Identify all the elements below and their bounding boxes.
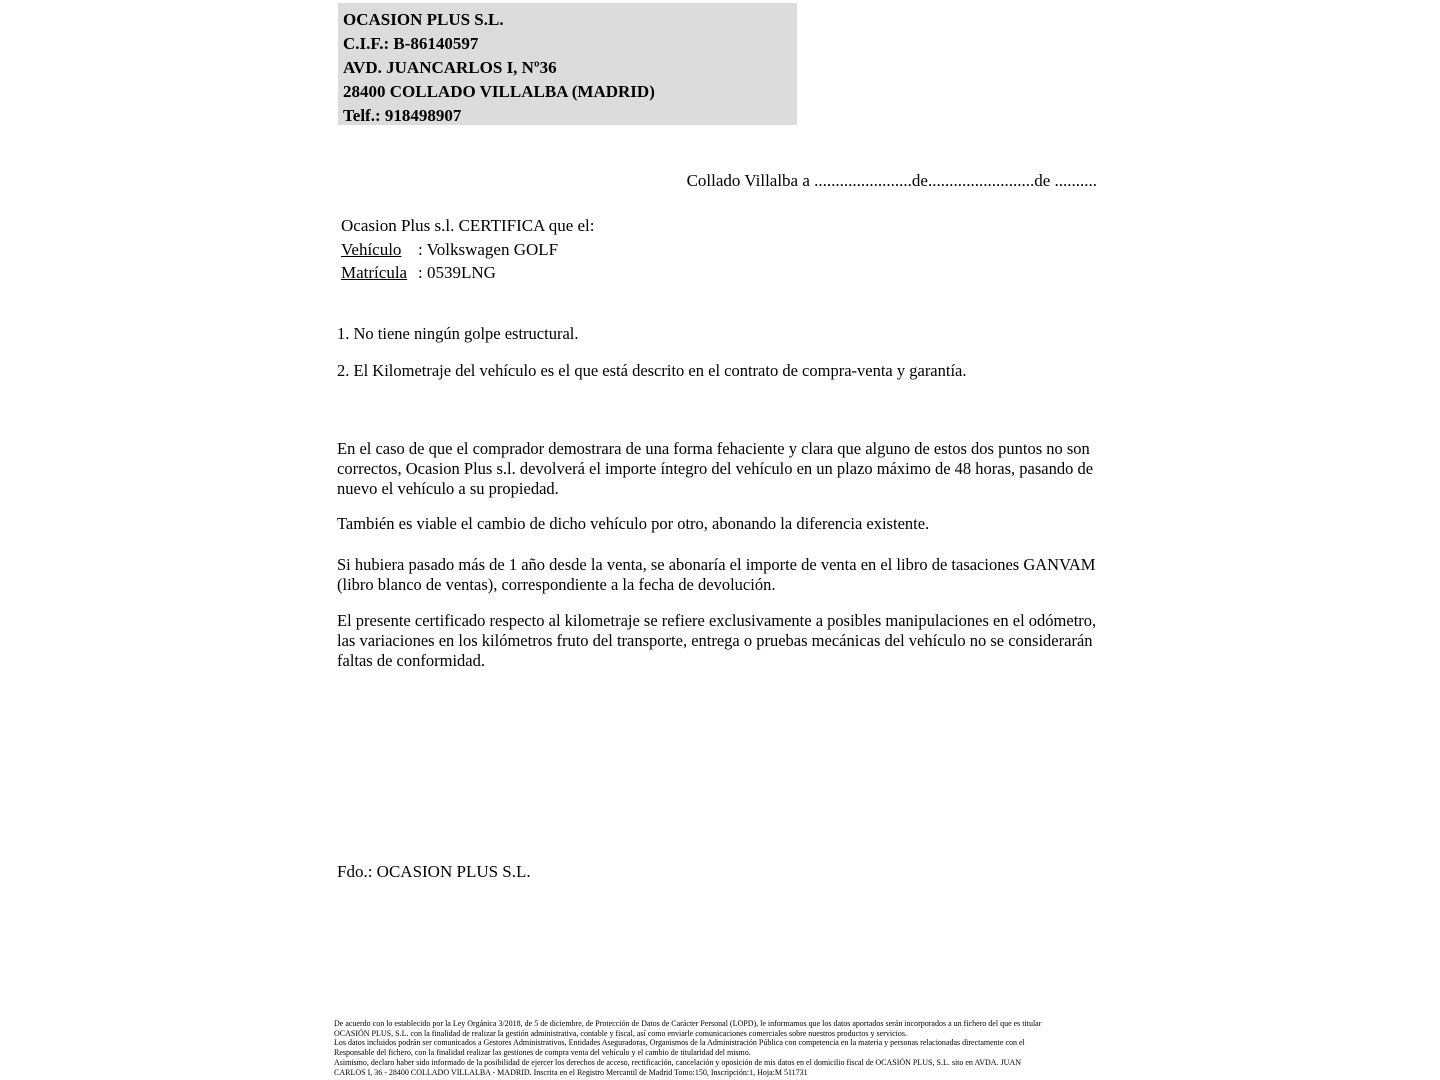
paragraph-refund: En el caso de que el comprador demostrara de una forma fehaciente y clara que alguno de estos dos puntos no son correctos, Ocasion Plus s.l. devolverá el importe íntegro del vehículo en un plazo máximo de 48 horas, pasando de nuevo el vehículo a su propiedad. xyxy=(337,439,1094,498)
company-name: OCASION PLUS S.L. xyxy=(343,10,504,29)
company-phone: Telf.: 918498907 xyxy=(343,106,462,125)
certify-intro: Ocasion Plus s.l. CERTIFICA que el: xyxy=(341,216,595,235)
plate-value: : 0539LNG xyxy=(418,263,496,282)
legal-line: CARLOS I, 36 - 28400 COLLADO VILLALBA - MADRID. Inscrita en el Registro Mercantil de Madrid Tomo:150, Inscripción:1, Hoja:M 511731 xyxy=(334,1067,808,1077)
signature-line: Fdo.: OCASION PLUS S.L. xyxy=(337,862,531,881)
legal-line: De acuerdo con lo establecido por la Ley Orgánica 3/2018, de 5 de diciembre, de Protección de Datos de Carácter Personal (LOPD), le informamos que los datos aportados serán incorporados a un fichero del que es titular xyxy=(334,1019,1042,1028)
vehicle-field xyxy=(341,240,558,260)
company-cif: C.I.F.: B-86140597 xyxy=(343,34,479,53)
legal-line: Responsable del fichero, con la finalidad realizar las gestiones de compra venta del vehículo y el cambio de titularidad del mismo. xyxy=(334,1048,751,1058)
paragraph-ganvam: Si hubiera pasado más de 1 año desde la venta, se abonaría el importe de venta en el libro de tasaciones GANVAM (libro blanco de ventas), correspondiente a la fecha de devolución. xyxy=(337,555,1096,594)
legal-fine-print xyxy=(334,1019,1114,1077)
vehicle-label: Vehículo xyxy=(341,240,402,259)
point-1: 1. No tiene ningún golpe estructural. xyxy=(337,324,579,343)
legal-line: Los datos incluidos podrán ser comunicados a Gestores Administrativos, Entidades Aseguradoras, Organismos de la Administración Pública con competencia en la materia y personas relacionadas directamente con el xyxy=(334,1038,1025,1048)
company-header-box xyxy=(338,3,797,125)
legal-line: OCASIÓN PLUS, S.L. con la finalidad de realizar la gestión administrativa, contable y fiscal, así como enviarle comunicaciones comerciales sobre nuestros productos y servicios. xyxy=(334,1028,907,1038)
point-2: 2. El Kilometraje del vehículo es el que está descrito en el contrato de compra-venta y garantía. xyxy=(337,361,967,380)
date-line: Collado Villalba a .......................de.........................de .......... xyxy=(686,171,1097,190)
plate-field xyxy=(341,263,496,283)
plate-label: Matrícula xyxy=(341,263,408,282)
vehicle-value: : Volkswagen GOLF xyxy=(418,240,559,259)
company-city: 28400 COLLADO VILLALBA (MADRID) xyxy=(343,82,655,101)
paragraph-odometer: El presente certificado respecto al kilometraje se refiere exclusivamente a posibles manipulaciones en el odómetro, las variaciones en los kilómetros fruto del transporte, entrega o pruebas mecánicas del vehículo no se considerarán faltas de conformidad. xyxy=(337,611,1097,670)
paragraph-exchange: También es viable el cambio de dicho vehículo por otro, abonando la diferencia existente. xyxy=(337,514,930,533)
legal-line: Asimismo, declaro haber sido informado de la posibilidad de ejercer los derechos de acceso, rectificación, cancelación y oposición de mis datos en el domicilio fiscal de OCASIÓN PLUS, S.L. sito en AVDA. JUAN xyxy=(334,1057,1022,1067)
company-address: AVD. JUANCARLOS I, Nº36 xyxy=(343,58,557,77)
